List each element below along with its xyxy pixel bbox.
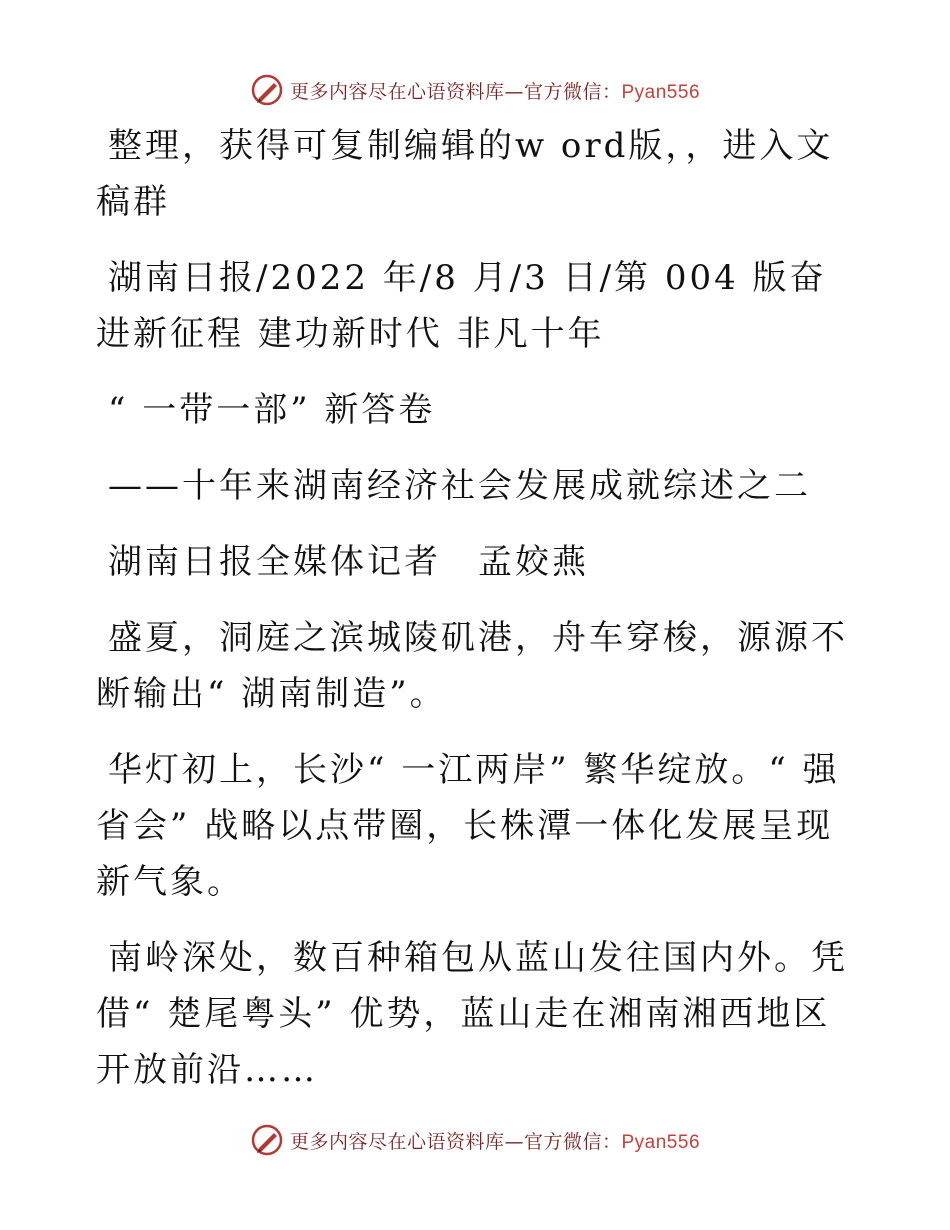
paragraph-source: 湖南日报/2022 年/8 月/3 日/第 004 版奋进新征程 建功新时代 非凡十年 — [96, 258, 827, 354]
footer-banner — [0, 1120, 950, 1160]
banner-wechat-id: Pyan556 — [621, 1131, 701, 1153]
banner-text — [290, 77, 700, 104]
banner-text — [290, 1127, 700, 1154]
banner-wechat-id: Pyan556 — [621, 81, 701, 103]
header-banner — [0, 70, 950, 110]
paragraph-body-2: 华灯初上，长沙“ 一江两岸” 繁华绽放。“ 强省会” 战略以点带圈，长株潭一体化发展呈现新气象。 — [96, 750, 840, 902]
banner-separator: — — [504, 1130, 524, 1153]
paragraph-body-3: 南岭深处，数百种箱包从蓝山发往国内外。凭借“ 楚尾粤头” 优势，蓝山走在湘南湘西地区开放前沿…… — [96, 938, 848, 1090]
document-body — [96, 118, 856, 1118]
banner-wechat-label: 官方微信： — [523, 1130, 622, 1153]
banner-wechat-label: 官方微信： — [523, 80, 622, 103]
banner-site-text: 更多内容尽在心语资料库 — [289, 80, 505, 103]
pen-logo-icon — [250, 1123, 284, 1157]
banner-separator: — — [504, 80, 524, 103]
article-title: “ 一带一部” 新答卷 — [108, 390, 436, 430]
pen-logo-icon — [250, 73, 284, 107]
article-byline: 湖南日报全媒体记者 孟姣燕 — [108, 542, 589, 582]
paragraph-body-1: 盛夏，洞庭之滨城陵矶港，舟车穿梭，源源不断输出“ 湖南制造”。 — [96, 618, 848, 714]
paragraph-intro: 整理，获得可复制编辑的w ord版，，进入文稿群 — [96, 126, 834, 222]
article-subtitle: ——十年来湖南经济社会发展成就综述之二 — [108, 466, 811, 506]
banner-site-text: 更多内容尽在心语资料库 — [289, 1130, 505, 1153]
